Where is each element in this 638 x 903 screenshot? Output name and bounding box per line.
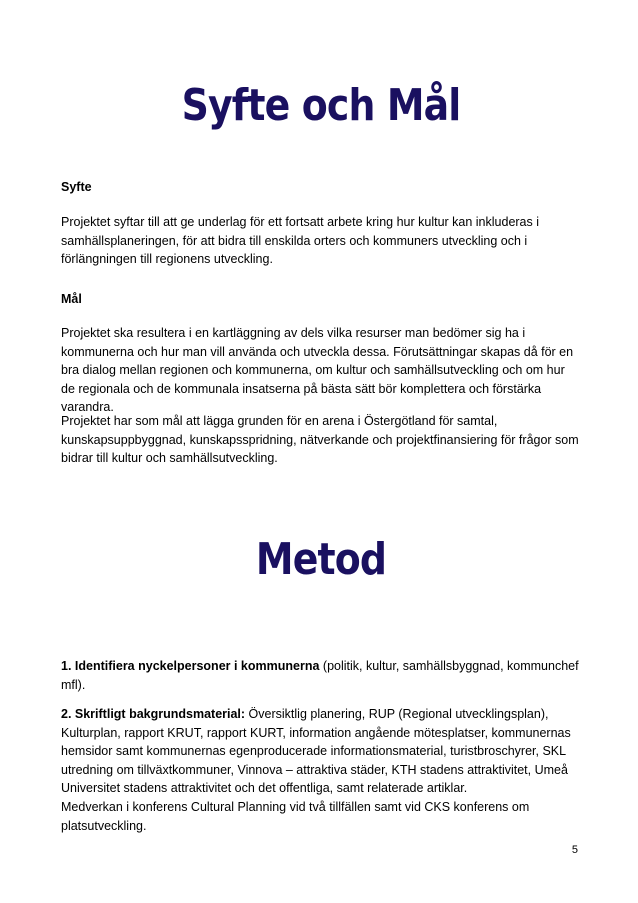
- metod-item-1-label: 1. Identifiera nyckelpersoner i kommunerna: [61, 659, 320, 673]
- metod-item-2-text: Översiktlig planering, RUP (Regional utvecklingsplan), Kulturplan, rapport KRUT, rapport KURT, information angående mötesplatser, kommunernas hemsidor samt kommunernas egenproducerade informationsmaterial, turistbroschyrer, SKL utredning om tillväxtkommuner, Vinnova – attraktiva städer, KTH stadens attraktivitet, Umeå Universitet stadens attraktivitet och det offentliga, samt relaterade artiklar.: [61, 707, 571, 796]
- paragraph-metod-item-2: [61, 705, 581, 835]
- page-number: 5: [571, 844, 578, 856]
- subheading-mal: Mål: [61, 292, 82, 306]
- metod-item-1-text: (politik, kultur, samhällsbyggnad, kommunchef mfl).: [61, 659, 579, 692]
- metod-item-2-extra: Medverkan i konferens Cultural Planning vid två tillfällen samt vid CKS konferens om platsutveckling.: [61, 799, 530, 833]
- section-title-metod: Metod: [255, 534, 387, 585]
- section-title-syfte-och-mal: Syfte och Mål: [181, 80, 461, 131]
- subheading-syfte: Syfte: [61, 180, 92, 194]
- paragraph-mal-2: Projektet har som mål att lägga grunden för en arena i Östergötland för samtal, kunskapsuppbyggnad, kunskapsspridning, nätverkande och projektfinansiering för frågor som bidrar till kultur och samhällsutveckling.: [61, 414, 579, 466]
- paragraph-mal-1: Projektet ska resultera i en kartläggning av dels vilka resurser man bedömer sig ha i kommunerna och hur man vill använda och utveckla dessa. Förutsättningar skapas då för en bra dialog mellan regionen och kommunerna, om kultur och samhällsutveckling och om hur de regionala och de kommunala insatserna på bästa sätt bör komplettera och förstärka varandra.: [61, 326, 574, 415]
- metod-item-2-label: 2. Skriftligt bakgrundsmaterial:: [61, 707, 246, 721]
- paragraph-syfte: Projektet syftar till att ge underlag för ett fortsatt arbete kring hur kultur kan inkluderas i samhällsplaneringen, för att bidra till enskilda orters och kommuners utveckling och i förlängningen till regionens utveckling.: [61, 215, 540, 267]
- paragraph-metod-item-1: [61, 657, 581, 694]
